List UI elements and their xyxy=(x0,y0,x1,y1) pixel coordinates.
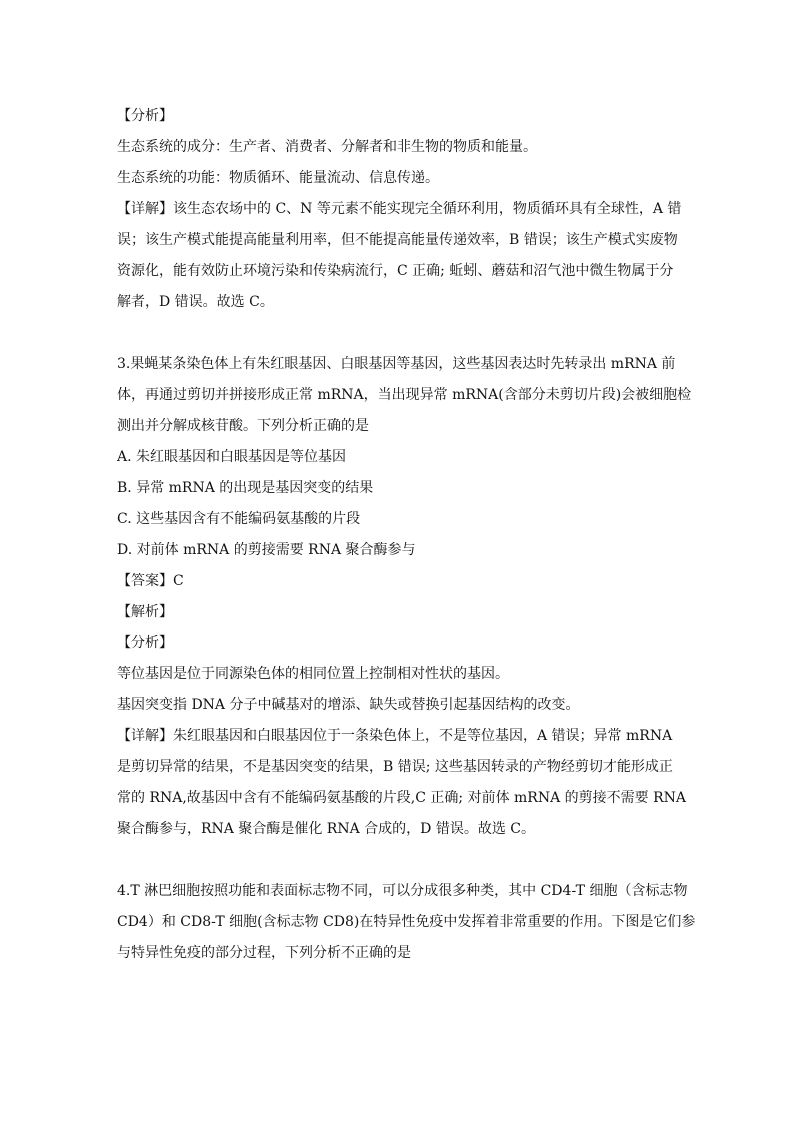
analysis-line: 生态系统的功能：物质循环、能量流动、信息传递。 xyxy=(117,170,439,186)
detail-line: 聚合酶参与，RNA 聚合酶是催化 RNA 合成的，D 错误。故选 C。 xyxy=(117,821,535,837)
document-page xyxy=(117,101,696,969)
question-4-stem: 与特异性免疫的部分过程，下列分析不正确的是 xyxy=(117,945,411,961)
detail-line: 是剪切异常的结果，不是基因突变的结果，B 错误; 这些基因转录的产物经剪切才能形成正 xyxy=(117,759,673,775)
detail-line: 解者，D 错误。故选 C。 xyxy=(117,294,274,310)
option-c: C. 这些基因含有不能编码氨基酸的片段 xyxy=(117,511,361,527)
analysis-line: 生态系统的成分：生产者、消费者、分解者和非生物的物质和能量。 xyxy=(117,139,537,155)
detail-line: 误；该生产模式能提高能量利用率，但不能提高能量传递效率，B 错误；该生产模式实废物 xyxy=(117,232,678,248)
detail-line: 【详解】该生态农场中的 C、N 等元素不能实现完全循环利用，物质循环具有全球性，A 错 xyxy=(117,201,682,217)
question-4-stem: CD4）和 CD8-T 细胞(含标志物 CD8)在特异性免疫中发挥着非常重要的作用。下图是它们参 xyxy=(117,914,696,930)
option-a: A. 朱红眼基因和白眼基因是等位基因 xyxy=(117,449,347,465)
answer-line: 【答案】C xyxy=(117,573,184,589)
question-3-stem: 体，再通过剪切并拼接形成正常 mRNA，当出现异常 mRNA(含部分未剪切片段)会被细胞检 xyxy=(117,387,692,403)
detail-line: 常的 RNA,故基因中含有不能编码氨基酸的片段,C 正确; 对前体 mRNA 的剪接不需要 RNA xyxy=(117,790,687,806)
explanation-heading: 【解析】 xyxy=(117,604,173,620)
question-4-stem: 4.T 淋巴细胞按照功能和表面标志物不同，可以分成很多种类，其中 CD4-T 细胞（含标志物 xyxy=(117,883,688,899)
detail-line: 【详解】朱红眼基因和白眼基因位于一条染色体上，不是等位基因，A 错误；异常 mRNA xyxy=(117,728,673,744)
paragraph-gap xyxy=(117,318,677,349)
option-b: B. 异常 mRNA 的出现是基因突变的结果 xyxy=(117,480,374,496)
analysis-line: 基因突变指 DNA 分子中碱基对的增添、缺失或替换引起基因结构的改变。 xyxy=(117,697,580,713)
detail-line: 资源化，能有效防止环境污染和传染病流行，C 正确; 蚯蚓、蘑菇和沼气池中微生物属于分 xyxy=(117,263,674,279)
analysis-heading: 【分析】 xyxy=(117,108,173,124)
analysis-heading: 【分析】 xyxy=(117,635,173,651)
option-d: D. 对前体 mRNA 的剪接需要 RNA 聚合酶参与 xyxy=(117,542,416,558)
paragraph-gap xyxy=(117,845,677,876)
question-3-stem: 测出并分解成核苷酸。下列分析正确的是 xyxy=(117,418,369,434)
analysis-line: 等位基因是位于同源染色体的相同位置上控制相对性状的基因。 xyxy=(117,666,509,682)
question-3-stem: 3.果蝇某条染色体上有朱红眼基因、白眼基因等基因，这些基因表达时先转录出 mRNA 前 xyxy=(117,356,676,372)
